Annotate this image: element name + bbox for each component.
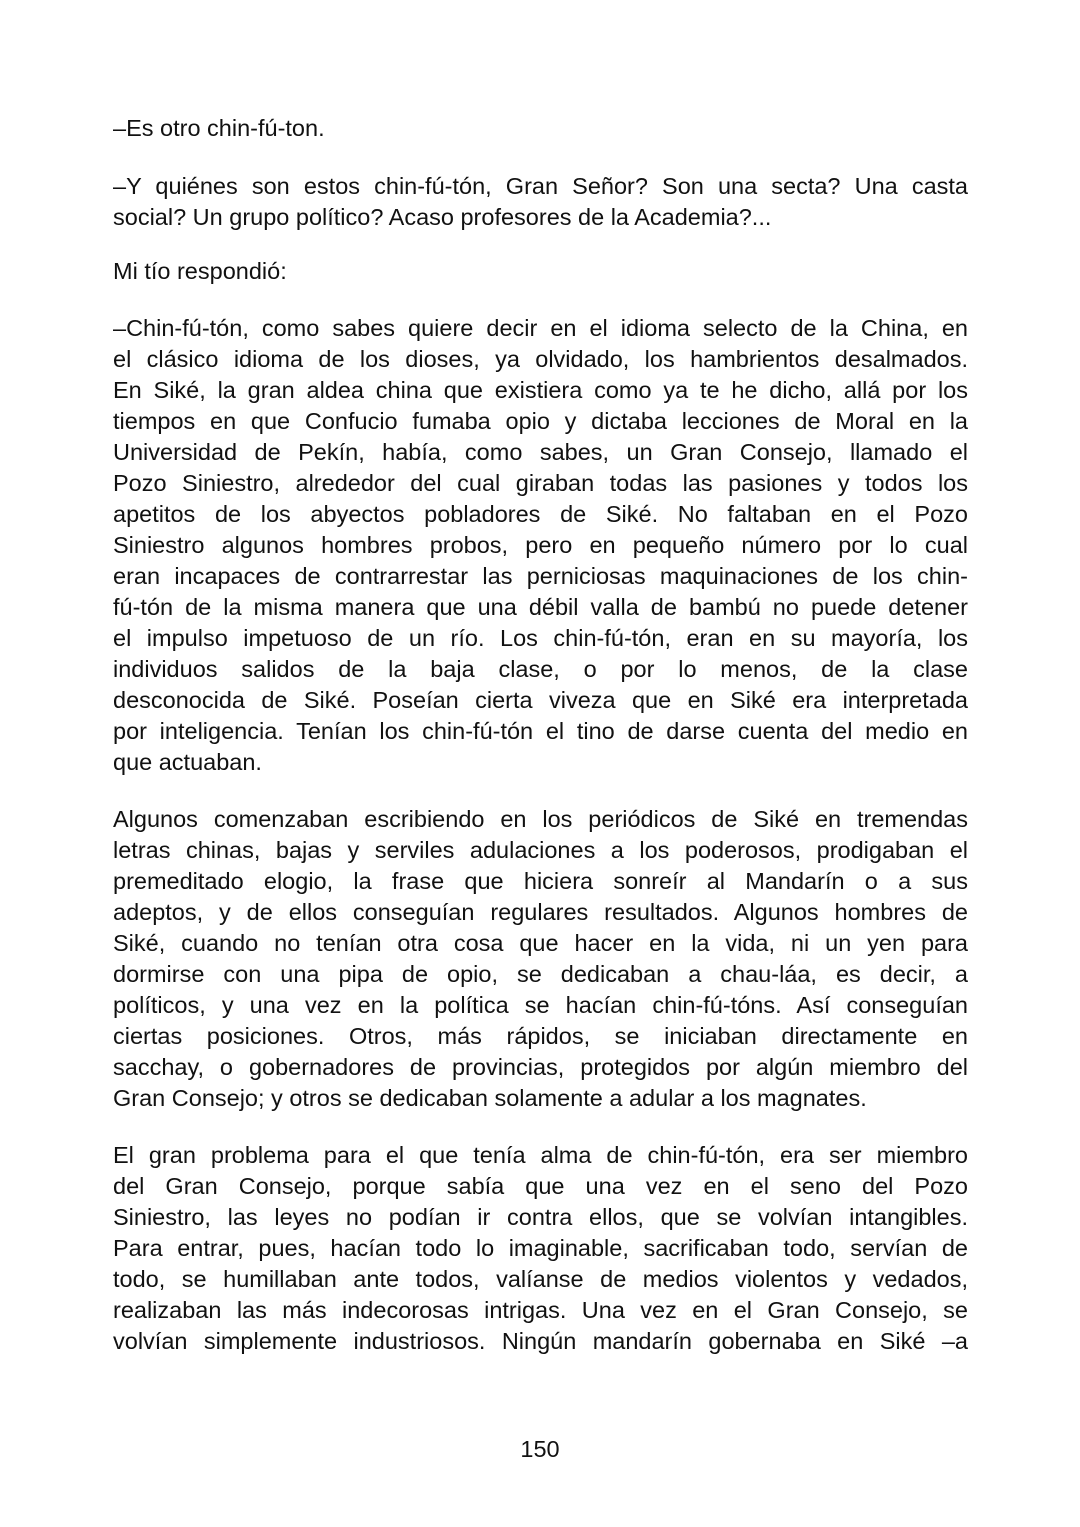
text-line: Algunos comenzaban escribiendo en los periódicos de Siké en tremendas	[113, 806, 968, 832]
text-line: que actuaban.	[113, 749, 262, 775]
paragraph-6	[113, 1140, 968, 1357]
text-line: Mi tío respondió:	[113, 258, 287, 284]
text-line: fú-tón de la misma manera que una débil valla de bambú no puede detener	[113, 594, 968, 620]
text-line: apetitos de los abyectos pobladores de Siké. No faltaban en el Pozo	[113, 501, 968, 527]
text-line: El gran problema para el que tenía alma de chin-fú-tón, era ser miembro	[113, 1142, 968, 1168]
text-line: individuos salidos de la baja clase, o por lo menos, de la clase	[113, 656, 968, 682]
paragraph-5	[113, 804, 968, 1114]
paragraph-4	[113, 313, 968, 778]
text-line: el clásico idioma de los dioses, ya olvidado, los hambrientos desalmados.	[113, 346, 968, 372]
text-line: premeditado elogio, la frase que hiciera sonreír al Mandarín o a sus	[113, 868, 968, 894]
text-line: todo, se humillaban ante todos, valíanse de medios violentos y vedados,	[113, 1266, 968, 1292]
text-line: eran incapaces de contrarrestar las perniciosas maquinaciones de los chin-	[113, 563, 968, 589]
text-line: –Chin-fú-tón, como sabes quiere decir en el idioma selecto de la China, en	[113, 315, 968, 341]
text-line: Siniestro algunos hombres probos, pero en pequeño número por lo cual	[113, 532, 968, 558]
paragraph-3	[113, 256, 968, 287]
paragraph-2	[113, 171, 968, 233]
paragraph-1	[113, 113, 968, 144]
text-line: Pozo Siniestro, alrededor del cual giraban todas las pasiones y todos los	[113, 470, 968, 496]
text-line: por inteligencia. Tenían los chin-fú-tón el tino de darse cuenta del medio en	[113, 718, 968, 744]
text-line: dormirse con una pipa de opio, se dedicaban a chau-láa, es decir, a	[113, 961, 968, 987]
text-line: Para entrar, pues, hacían todo lo imaginable, sacrificaban todo, servían de	[113, 1235, 968, 1261]
text-line: realizaban las más indecorosas intrigas. Una vez en el Gran Consejo, se	[113, 1297, 968, 1323]
text-line: En Siké, la gran aldea china que existiera como ya te he dicho, allá por los	[113, 377, 968, 403]
text-line: Universidad de Pekín, había, como sabes, un Gran Consejo, llamado el	[113, 439, 968, 465]
text-line: el impulso impetuoso de un río. Los chin-fú-tón, eran en su mayoría, los	[113, 625, 968, 651]
text-line: adeptos, y de ellos conseguían regulares resultados. Algunos hombres de	[113, 899, 968, 925]
text-line: Siniestro, las leyes no podían ir contra ellos, que se volvían intangibles.	[113, 1204, 968, 1230]
text-line: sacchay, o gobernadores de provincias, protegidos por algún miembro del	[113, 1054, 968, 1080]
text-line: social? Un grupo político? Acaso profesores de la Academia?...	[113, 204, 772, 230]
text-line: ciertas posiciones. Otros, más rápidos, se iniciaban directamente en	[113, 1023, 968, 1049]
text-line: tiempos en que Confucio fumaba opio y dictaba lecciones de Moral en la	[113, 408, 968, 434]
text-line: letras chinas, bajas y serviles adulaciones a los poderosos, prodigaban el	[113, 837, 968, 863]
text-line: Siké, cuando no tenían otra cosa que hacer en la vida, ni un yen para	[113, 930, 968, 956]
text-line: Gran Consejo; y otros se dedicaban solamente a adular a los magnates.	[113, 1085, 867, 1111]
text-line: desconocida de Siké. Poseían cierta viveza que en Siké era interpretada	[113, 687, 968, 713]
text-line: –Es otro chin-fú-ton.	[113, 115, 325, 141]
page-number: 150	[520, 1436, 560, 1462]
text-line: volvían simplemente industriosos. Ningún mandarín gobernaba en Siké –a	[113, 1328, 968, 1354]
text-line: políticos, y una vez en la política se hacían chin-fú-tóns. Así conseguían	[113, 992, 968, 1018]
text-line: –Y quiénes son estos chin-fú-tón, Gran Señor? Son una secta? Una casta	[113, 173, 968, 199]
text-line: del Gran Consejo, porque sabía que una vez en el seno del Pozo	[113, 1173, 968, 1199]
